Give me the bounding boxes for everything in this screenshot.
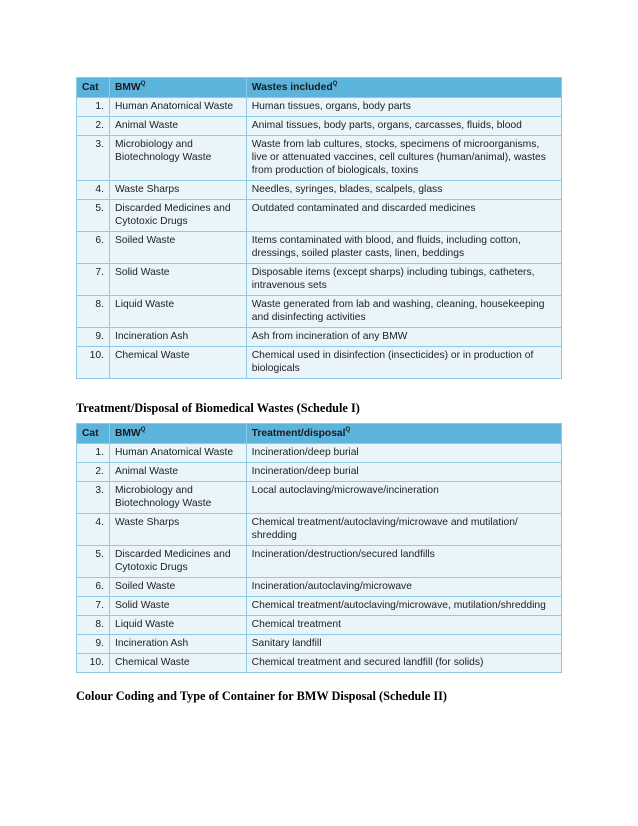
- cat-cell: 4.: [77, 514, 110, 546]
- table-row: [77, 200, 562, 232]
- description-cell: Human tissues, organs, body parts: [246, 98, 561, 117]
- table-row: [77, 98, 562, 117]
- cat-cell: 1.: [77, 444, 110, 463]
- table-row: [77, 117, 562, 136]
- bmw-cell: Solid Waste: [109, 264, 246, 296]
- wastes-included-header: Wastes included$^Q$: [246, 78, 561, 98]
- cat-cell: 6.: [77, 232, 110, 264]
- cat-cell: 8.: [77, 616, 110, 635]
- bmw-cell: Soiled Waste: [109, 578, 246, 597]
- description-cell: Chemical treatment/autoclaving/microwave, mutilation/shredding: [246, 597, 561, 616]
- table-row: [77, 347, 562, 379]
- cat-cell: 5.: [77, 200, 110, 232]
- description-cell: Disposable items (except sharps) including tubings, catheters, intravenous sets: [246, 264, 561, 296]
- treatment-disposal-header: Treatment/disposal$^Q$: [246, 424, 561, 444]
- table-row: [77, 232, 562, 264]
- description-cell: Outdated contaminated and discarded medicines: [246, 200, 561, 232]
- cat-header: Cat: [77, 78, 110, 98]
- cat-cell: 7.: [77, 264, 110, 296]
- description-cell: Incineration/deep burial: [246, 444, 561, 463]
- wastes-included-table: [76, 77, 562, 379]
- table-body: [77, 444, 562, 673]
- table-row: [77, 514, 562, 546]
- cat-cell: 6.: [77, 578, 110, 597]
- table-row: [77, 444, 562, 463]
- table-row: [77, 463, 562, 482]
- description-cell: Ash from incineration of any BMW: [246, 328, 561, 347]
- table-header: [77, 78, 562, 98]
- table-row: [77, 328, 562, 347]
- cat-cell: 10.: [77, 347, 110, 379]
- bmw-cell: Incineration Ash: [109, 328, 246, 347]
- description-cell: Chemical treatment/autoclaving/microwave and mutilation/ shredding: [246, 514, 561, 546]
- cat-cell: 4.: [77, 181, 110, 200]
- bmw-cell: Microbiology and Biotechnology Waste: [109, 136, 246, 181]
- bmw-cell: Liquid Waste: [109, 616, 246, 635]
- section-heading-treatment: Treatment/Disposal of Biomedical Wastes (Schedule I): [76, 401, 360, 415]
- table-row: [77, 296, 562, 328]
- bmw-cell: Waste Sharps: [109, 514, 246, 546]
- table-header: [77, 424, 562, 444]
- bmw-cell: Waste Sharps: [109, 181, 246, 200]
- bmw-cell: Human Anatomical Waste: [109, 98, 246, 117]
- table-row: [77, 264, 562, 296]
- cat-cell: 2.: [77, 463, 110, 482]
- treatment-disposal-table: [76, 423, 562, 673]
- cat-cell: 7.: [77, 597, 110, 616]
- bmw-header: $BMW^Q$: [109, 78, 246, 98]
- table-row: [77, 597, 562, 616]
- bmw-cell: Soiled Waste: [109, 232, 246, 264]
- cat-cell: 3.: [77, 482, 110, 514]
- description-cell: Waste generated from lab and washing, cleaning, housekeeping and disinfecting activities: [246, 296, 561, 328]
- bmw-header: $BMW^Q$: [109, 424, 246, 444]
- cat-cell: 10.: [77, 654, 110, 673]
- description-cell: Incineration/deep burial: [246, 463, 561, 482]
- table-row: [77, 136, 562, 181]
- description-cell: Needles, syringes, blades, scalpels, glass: [246, 181, 561, 200]
- bmw-cell: Human Anatomical Waste: [109, 444, 246, 463]
- bmw-cell: Animal Waste: [109, 117, 246, 136]
- description-cell: Chemical used in disinfection (insecticides) or in production of biologicals: [246, 347, 561, 379]
- cat-cell: 3.: [77, 136, 110, 181]
- description-cell: Animal tissues, body parts, organs, carcasses, fluids, blood: [246, 117, 561, 136]
- cat-header: Cat: [77, 424, 110, 444]
- table-row: [77, 578, 562, 597]
- bmw-cell: Chemical Waste: [109, 654, 246, 673]
- cat-cell: 5.: [77, 546, 110, 578]
- table-row: [77, 616, 562, 635]
- description-cell: Chemical treatment: [246, 616, 561, 635]
- cat-cell: 9.: [77, 635, 110, 654]
- table-body: [77, 98, 562, 379]
- description-cell: Incineration/autoclaving/microwave: [246, 578, 561, 597]
- bmw-cell: Microbiology and Biotechnology Waste: [109, 482, 246, 514]
- cat-cell: 2.: [77, 117, 110, 136]
- cat-cell: 8.: [77, 296, 110, 328]
- table-row: [77, 546, 562, 578]
- cat-cell: 9.: [77, 328, 110, 347]
- table-row: [77, 654, 562, 673]
- bmw-cell: Liquid Waste: [109, 296, 246, 328]
- section-heading-colour-coding: Colour Coding and Type of Container for BMW Disposal (Schedule II): [76, 689, 448, 703]
- bmw-cell: Chemical Waste: [109, 347, 246, 379]
- description-cell: Waste from lab cultures, stocks, specimens of microorganisms, live or attenuated vaccines, cell cultures (human/animal), wastes from production of biologicals, toxins: [246, 136, 561, 181]
- table-row: [77, 635, 562, 654]
- description-cell: Incineration/destruction/secured landfills: [246, 546, 561, 578]
- description-cell: Chemical treatment and secured landfill (for solids): [246, 654, 561, 673]
- table-row: [77, 181, 562, 200]
- table-row: [77, 482, 562, 514]
- description-cell: Sanitary landfill: [246, 635, 561, 654]
- bmw-cell: Solid Waste: [109, 597, 246, 616]
- cat-cell: 1.: [77, 98, 110, 117]
- bmw-cell: Animal Waste: [109, 463, 246, 482]
- bmw-cell: Discarded Medicines and Cytotoxic Drugs: [109, 200, 246, 232]
- description-cell: Local autoclaving/microwave/incineration: [246, 482, 561, 514]
- description-cell: Items contaminated with blood, and fluids, including cotton, dressings, soiled plaster casts, linen, beddings: [246, 232, 561, 264]
- bmw-cell: Discarded Medicines and Cytotoxic Drugs: [109, 546, 246, 578]
- bmw-cell: Incineration Ash: [109, 635, 246, 654]
